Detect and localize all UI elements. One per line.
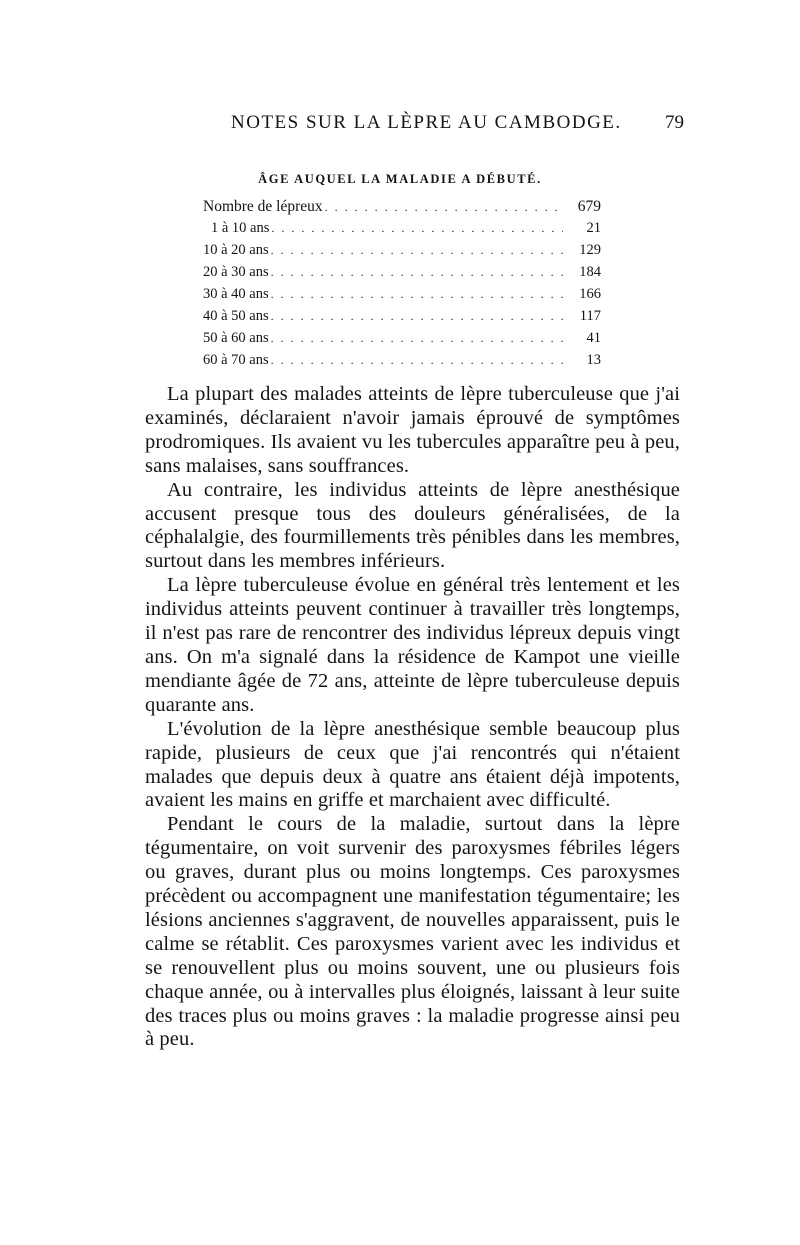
paragraph: Au contraire, les individus atteints de lèpre anesthésique accusent presque tous des douleurs généralisées, de la céphalalgie, des fourmillements très pénibles dans les membres, surtout dans les membres inférieurs.	[145, 478, 680, 573]
row-label: 20 à 30 ans	[203, 264, 269, 280]
dot-leader	[325, 200, 563, 215]
row-value: 21	[586, 220, 601, 236]
row-label: 1 à 10 ans	[211, 220, 270, 236]
dot-leader	[271, 353, 563, 368]
row-label: Nombre de lépreux	[203, 198, 323, 215]
table-row	[203, 286, 601, 308]
row-value: 13	[586, 352, 601, 368]
table-row	[203, 220, 601, 242]
table-title: ÂGE AUQUEL LA MALADIE A DÉBUTÉ.	[258, 172, 542, 186]
row-label: 60 à 70 ans	[203, 352, 269, 368]
table-row	[203, 330, 601, 352]
row-value: 184	[579, 264, 601, 280]
age-statistics-table	[203, 198, 601, 374]
page-header	[143, 112, 684, 142]
table-row	[203, 264, 601, 286]
body-text	[145, 383, 680, 1052]
table-row	[203, 308, 601, 330]
table-row	[203, 198, 601, 220]
row-label: 40 à 50 ans	[203, 308, 269, 324]
table-row	[203, 352, 601, 374]
dot-leader	[271, 243, 563, 258]
page-number: 79	[665, 112, 684, 133]
paragraph: La lèpre tuberculeuse évolue en général très lentement et les individus atteints peuvent continuer à travailler très longtemps, il n'est pas rare de rencontrer des individus lépreux depuis vingt ans. On m'a signalé dans la résidence de Kampot une vieille mendiante âgée de 72 ans, atteinte de lèpre tuberculeuse depuis quarante ans.	[145, 574, 680, 716]
paragraph: L'évolution de la lèpre anesthésique semble beaucoup plus rapide, plusieurs de ceux que j'ai rencontrés qui n'étaient malades que depuis deux à quatre ans étaient déjà impotents, avaient les mains en griffe et marchaient avec difficulté.	[145, 717, 680, 812]
dot-leader	[271, 309, 563, 324]
dot-leader	[271, 331, 563, 346]
row-value: 129	[579, 242, 601, 258]
paragraph: Pendant le cours de la maladie, surtout dans la lèpre tégumentaire, on voit survenir des paroxysmes fébriles légers ou graves, durant plus ou moins longtemps. Ces paroxysmes précèdent ou accompagnent une manifestation tégumentaire; les lésions anciennes s'aggravent, de nouvelles apparaissent, puis le calme se rétablit. Ces paroxysmes varient avec les individus et se renouvellent plus ou moins souvent, une ou plusieurs fois chaque année, ou à intervalles plus éloignés, laissant à leur suite des traces plus ou moins graves : la maladie progresse ainsi peu à peu.	[145, 813, 680, 1051]
row-label: 10 à 20 ans	[203, 242, 269, 258]
dot-leader	[271, 221, 563, 236]
row-value: 41	[586, 330, 601, 346]
row-value: 679	[577, 198, 601, 215]
row-value: 166	[579, 286, 601, 302]
table-row	[203, 242, 601, 264]
paragraph: La plupart des malades atteints de lèpre tuberculeuse que j'ai examinés, déclaraient n'avoir jamais éprouvé de symptômes prodromiques. Ils avaient vu les tubercules apparaître peu à peu, sans malaises, sans souffrances.	[145, 383, 680, 477]
row-label: 50 à 60 ans	[203, 330, 269, 346]
running-title: NOTES SUR LA LÈPRE AU CAMBODGE.	[231, 112, 622, 133]
row-label: 30 à 40 ans	[203, 286, 269, 302]
dot-leader	[271, 287, 563, 302]
row-value: 117	[579, 308, 601, 324]
dot-leader	[271, 265, 563, 280]
